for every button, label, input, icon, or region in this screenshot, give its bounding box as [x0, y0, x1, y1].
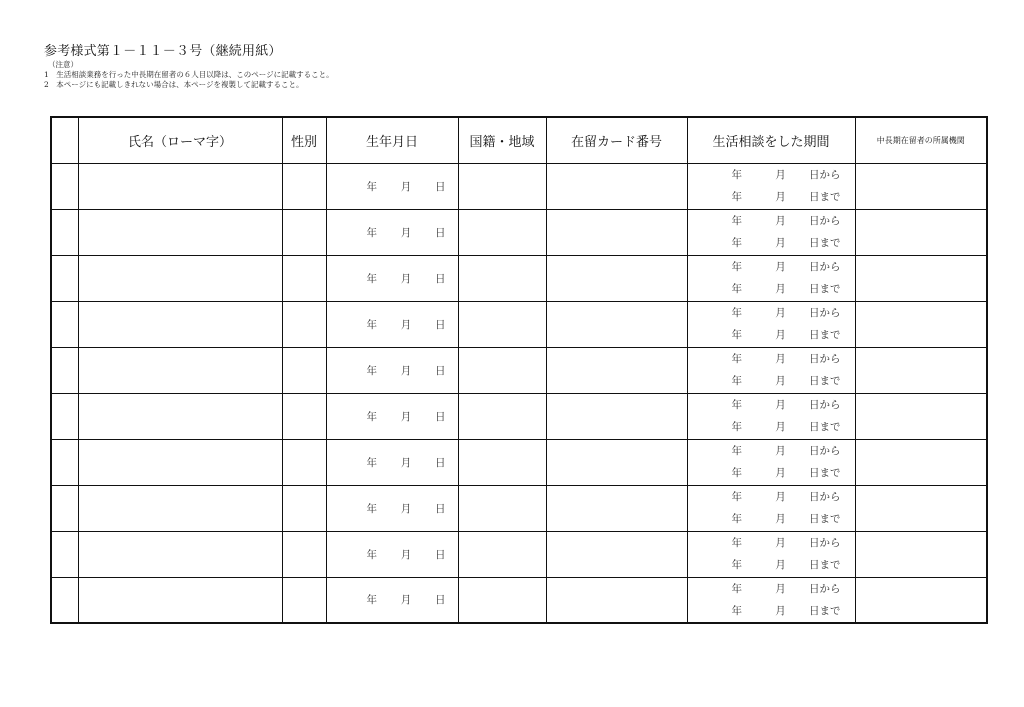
- dob-cell[interactable]: [326, 255, 458, 301]
- dob-year-label: 年: [366, 456, 377, 469]
- period-from-label: 日から: [809, 169, 841, 181]
- nationality-cell[interactable]: [458, 393, 546, 439]
- nationality-cell[interactable]: [458, 577, 546, 623]
- affiliation-cell[interactable]: [855, 393, 987, 439]
- dob-year-label: 年: [366, 364, 377, 377]
- period-from-label: 日から: [809, 215, 841, 227]
- period-to-year-label: 年: [731, 467, 742, 479]
- period-to-year-label: 年: [731, 191, 742, 203]
- gender-cell[interactable]: [282, 301, 326, 347]
- dob-day-label: 日: [435, 548, 446, 561]
- dob-cell[interactable]: [326, 439, 458, 485]
- dob-year-label: 年: [366, 502, 377, 515]
- name-cell[interactable]: [78, 163, 282, 209]
- period-from-label: 日から: [809, 353, 841, 365]
- header-name: 氏名（ローマ字）: [78, 117, 282, 163]
- period-to-year-label: 年: [731, 559, 742, 571]
- period-cell[interactable]: [687, 485, 855, 531]
- period-cell[interactable]: [687, 255, 855, 301]
- period-from-month-label: 月: [775, 491, 786, 503]
- period-cell[interactable]: [687, 163, 855, 209]
- gender-cell[interactable]: [282, 255, 326, 301]
- period-to-label: 日まで: [809, 513, 841, 525]
- dob-cell[interactable]: [326, 163, 458, 209]
- table-row: [51, 163, 987, 209]
- table-row: [51, 209, 987, 255]
- card-number-cell[interactable]: [546, 347, 687, 393]
- period-to-year-label: 年: [731, 237, 742, 249]
- table-row: [51, 577, 987, 623]
- period-from-year-label: 年: [731, 399, 742, 411]
- period-from-month-label: 月: [775, 445, 786, 457]
- period-from-line: [688, 302, 855, 324]
- gender-cell[interactable]: [282, 531, 326, 577]
- period-from-year-label: 年: [731, 537, 742, 549]
- period-from-line: [688, 256, 855, 278]
- table-row: [51, 531, 987, 577]
- row-number-cell[interactable]: [51, 439, 78, 485]
- dob-month-label: 月: [400, 180, 412, 193]
- period-from-year-label: 年: [731, 307, 742, 319]
- period-to-label: 日まで: [809, 237, 841, 249]
- period-cell[interactable]: [687, 577, 855, 623]
- period-to-month-label: 月: [775, 467, 786, 479]
- dob-month-label: 月: [400, 226, 412, 239]
- affiliation-cell[interactable]: [855, 163, 987, 209]
- period-from-label: 日から: [809, 491, 841, 503]
- period-from-label: 日から: [809, 307, 841, 319]
- name-cell[interactable]: [78, 531, 282, 577]
- period-from-month-label: 月: [775, 353, 786, 365]
- period-to-line: [688, 600, 855, 622]
- note-1: 1 生活相談業務を行った中長期在留者の６人目以降は、このページに記載すること。: [44, 70, 334, 79]
- table-row: [51, 347, 987, 393]
- row-number-cell[interactable]: [51, 209, 78, 255]
- period-from-line: [688, 164, 855, 186]
- card-number-cell[interactable]: [546, 163, 687, 209]
- header-dob: 生年月日: [326, 117, 458, 163]
- dob-year-label: 年: [366, 180, 377, 193]
- dob-year-label: 年: [366, 548, 377, 561]
- period-cell[interactable]: [687, 393, 855, 439]
- dob-month-label: 月: [400, 318, 412, 331]
- nationality-cell[interactable]: [458, 301, 546, 347]
- dob-month-label: 月: [400, 410, 412, 423]
- period-from-month-label: 月: [775, 537, 786, 549]
- gender-cell[interactable]: [282, 577, 326, 623]
- period-cell[interactable]: [687, 301, 855, 347]
- period-from-year-label: 年: [731, 261, 742, 273]
- period-to-label: 日まで: [809, 375, 841, 387]
- period-from-year-label: 年: [731, 445, 742, 457]
- period-from-month-label: 月: [775, 215, 786, 227]
- period-to-label: 日まで: [809, 559, 841, 571]
- period-to-year-label: 年: [731, 421, 742, 433]
- dob-year-label: 年: [366, 226, 377, 239]
- period-to-label: 日まで: [809, 467, 841, 479]
- dob-day-label: 日: [435, 364, 446, 377]
- dob-cell[interactable]: [326, 531, 458, 577]
- period-to-year-label: 年: [731, 283, 742, 295]
- period-to-year-label: 年: [731, 375, 742, 387]
- affiliation-cell[interactable]: [855, 531, 987, 577]
- header-period: 生活相談をした期間: [687, 117, 855, 163]
- header-card-number: 在留カード番号: [546, 117, 687, 163]
- period-from-line: [688, 394, 855, 416]
- row-number-cell[interactable]: [51, 347, 78, 393]
- period-to-month-label: 月: [775, 604, 786, 617]
- period-from-line: [688, 348, 855, 370]
- period-cell[interactable]: [687, 209, 855, 255]
- period-to-line: [688, 462, 855, 484]
- row-number-cell[interactable]: [51, 163, 78, 209]
- period-to-month-label: 月: [775, 329, 786, 341]
- period-from-year-label: 年: [731, 215, 742, 227]
- row-number-cell[interactable]: [51, 577, 78, 623]
- row-number-cell[interactable]: [51, 485, 78, 531]
- dob-month-label: 月: [400, 502, 412, 515]
- period-from-label: 日から: [809, 582, 841, 595]
- gender-cell[interactable]: [282, 485, 326, 531]
- dob-day-label: 日: [435, 272, 446, 285]
- period-to-month-label: 月: [775, 421, 786, 433]
- table-row: [51, 439, 987, 485]
- dob-month-label: 月: [400, 364, 412, 377]
- notes-heading: （注意）: [48, 60, 78, 69]
- nationality-cell[interactable]: [458, 347, 546, 393]
- table-row: [51, 301, 987, 347]
- period-to-label: 日まで: [809, 329, 841, 341]
- period-to-month-label: 月: [775, 513, 786, 525]
- card-number-cell[interactable]: [546, 393, 687, 439]
- card-number-cell[interactable]: [546, 301, 687, 347]
- gender-cell[interactable]: [282, 347, 326, 393]
- period-cell[interactable]: [687, 531, 855, 577]
- period-to-month-label: 月: [775, 559, 786, 571]
- period-from-month-label: 月: [775, 169, 786, 181]
- name-cell[interactable]: [78, 209, 282, 255]
- header-nationality: 国籍・地域: [458, 117, 546, 163]
- continuation-table: [50, 116, 988, 624]
- period-from-year-label: 年: [731, 491, 742, 503]
- dob-year-label: 年: [366, 410, 377, 423]
- name-cell[interactable]: [78, 485, 282, 531]
- affiliation-cell[interactable]: [855, 485, 987, 531]
- dob-year-label: 年: [366, 318, 377, 331]
- row-number-cell[interactable]: [51, 301, 78, 347]
- period-from-line: [688, 532, 855, 554]
- dob-day-label: 日: [435, 410, 446, 423]
- period-to-line: [688, 370, 855, 392]
- card-number-cell[interactable]: [546, 209, 687, 255]
- period-to-year-label: 年: [731, 329, 742, 341]
- dob-month-label: 月: [400, 272, 412, 285]
- dob-month-label: 月: [400, 456, 412, 469]
- gender-cell[interactable]: [282, 209, 326, 255]
- affiliation-cell[interactable]: [855, 209, 987, 255]
- period-from-month-label: 月: [775, 261, 786, 273]
- period-cell[interactable]: [687, 439, 855, 485]
- gender-cell[interactable]: [282, 439, 326, 485]
- table-row: [51, 485, 987, 531]
- note-2: 2 本ページにも記載しきれない場合は、本ページを複製して記載すること。: [44, 80, 304, 89]
- table-row: [51, 393, 987, 439]
- nationality-cell[interactable]: [458, 255, 546, 301]
- dob-day-label: 日: [435, 226, 446, 239]
- dob-year-label: 年: [366, 594, 377, 607]
- dob-day-label: 日: [435, 594, 446, 607]
- dob-day-label: 日: [435, 502, 446, 515]
- affiliation-cell[interactable]: [855, 577, 987, 623]
- card-number-cell[interactable]: [546, 255, 687, 301]
- period-from-month-label: 月: [775, 399, 786, 411]
- period-from-month-label: 月: [775, 307, 786, 319]
- period-from-label: 日から: [809, 445, 841, 457]
- gender-cell[interactable]: [282, 163, 326, 209]
- header-affiliation: 中長期在留者の所属機関: [855, 117, 987, 163]
- affiliation-cell[interactable]: [855, 255, 987, 301]
- period-from-line: [688, 210, 855, 232]
- period-to-line: [688, 324, 855, 346]
- nationality-cell[interactable]: [458, 209, 546, 255]
- period-from-label: 日から: [809, 537, 841, 549]
- period-to-month-label: 月: [775, 283, 786, 295]
- card-number-cell[interactable]: [546, 439, 687, 485]
- card-number-cell[interactable]: [546, 485, 687, 531]
- form-title: 参考様式第１－１１－３号（継続用紙）: [44, 44, 282, 59]
- period-from-line: [688, 486, 855, 508]
- period-from-month-label: 月: [775, 582, 786, 595]
- period-to-label: 日まで: [809, 191, 841, 203]
- period-to-line: [688, 416, 855, 438]
- dob-cell[interactable]: [326, 347, 458, 393]
- period-to-line: [688, 278, 855, 300]
- affiliation-cell[interactable]: [855, 347, 987, 393]
- period-from-label: 日から: [809, 261, 841, 273]
- nationality-cell[interactable]: [458, 485, 546, 531]
- period-to-line: [688, 554, 855, 576]
- dob-month-label: 月: [400, 594, 412, 607]
- header-gender: 性別: [282, 117, 326, 163]
- period-to-month-label: 月: [775, 237, 786, 249]
- dob-day-label: 日: [435, 318, 446, 331]
- dob-year-label: 年: [366, 272, 377, 285]
- header-no: [51, 117, 78, 163]
- period-to-year-label: 年: [731, 604, 742, 617]
- period-to-label: 日まで: [809, 283, 841, 295]
- affiliation-cell[interactable]: [855, 301, 987, 347]
- period-to-label: 日まで: [809, 604, 841, 617]
- name-cell[interactable]: [78, 255, 282, 301]
- period-from-year-label: 年: [731, 169, 742, 181]
- name-cell[interactable]: [78, 347, 282, 393]
- card-number-cell[interactable]: [546, 531, 687, 577]
- nationality-cell[interactable]: [458, 439, 546, 485]
- period-from-year-label: 年: [731, 353, 742, 365]
- period-cell[interactable]: [687, 347, 855, 393]
- dob-cell[interactable]: [326, 209, 458, 255]
- period-from-line: [688, 440, 855, 462]
- name-cell[interactable]: [78, 301, 282, 347]
- table-header-row: [51, 117, 987, 163]
- period-to-year-label: 年: [731, 513, 742, 525]
- dob-day-label: 日: [435, 456, 446, 469]
- dob-cell[interactable]: [326, 577, 458, 623]
- card-number-cell[interactable]: [546, 577, 687, 623]
- row-number-cell[interactable]: [51, 255, 78, 301]
- period-from-line: [688, 578, 855, 600]
- affiliation-cell[interactable]: [855, 439, 987, 485]
- dob-month-label: 月: [400, 548, 412, 561]
- period-from-year-label: 年: [731, 582, 742, 595]
- name-cell[interactable]: [78, 439, 282, 485]
- gender-cell[interactable]: [282, 393, 326, 439]
- dob-cell[interactable]: [326, 485, 458, 531]
- period-to-line: [688, 232, 855, 254]
- dob-day-label: 日: [435, 180, 446, 193]
- period-to-line: [688, 186, 855, 208]
- table-row: [51, 255, 987, 301]
- period-to-line: [688, 508, 855, 530]
- nationality-cell[interactable]: [458, 163, 546, 209]
- period-to-month-label: 月: [775, 375, 786, 387]
- dob-cell[interactable]: [326, 301, 458, 347]
- period-to-label: 日まで: [809, 421, 841, 433]
- nationality-cell[interactable]: [458, 531, 546, 577]
- period-to-month-label: 月: [775, 191, 786, 203]
- dob-cell[interactable]: [326, 393, 458, 439]
- name-cell[interactable]: [78, 393, 282, 439]
- notes-section: [44, 60, 334, 90]
- period-from-label: 日から: [809, 399, 841, 411]
- row-number-cell[interactable]: [51, 393, 78, 439]
- name-cell[interactable]: [78, 577, 282, 623]
- row-number-cell[interactable]: [51, 531, 78, 577]
